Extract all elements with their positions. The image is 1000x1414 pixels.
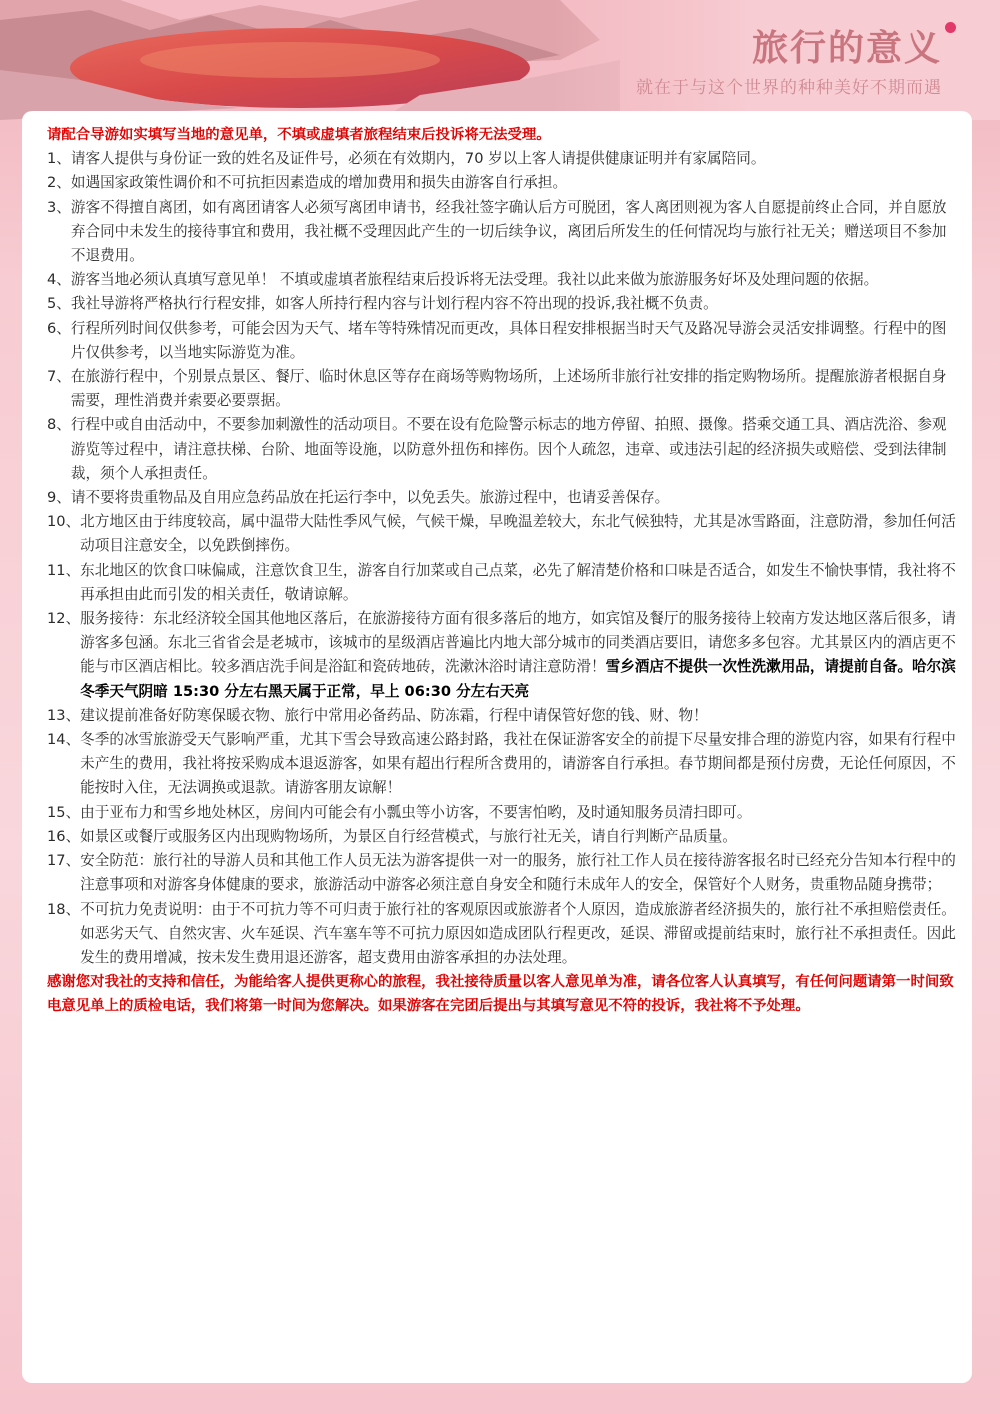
closing-statement: 感谢您对我社的支持和信任，为能给客人提供更称心的旅程，我社接待质量以客人意见单为准，请各位客人认真填写，有任何问题请第一时间致电意见单上的质检电话，我们将第一时间为您解决。如果游客在完团后提出与其填写意见不符的投诉，我社将不予处理。 [47,974,954,1015]
list-item-number: 17、 [47,852,81,870]
list-item-body: 北方地区由于纬度较高，属中温带大陆性季风气候，气候干燥，早晚温差较大，东北气候独特，尤其是冰雪路面，注意防滑，参加任何活动项目注意安全，以免跌倒摔伤。 [80,513,956,555]
list-item-text [80,728,959,801]
list-item [47,486,959,510]
notice-heading: 请配合导游如实填写当地的意见单，不填或虚填者旅程结束后投诉将无法受理。 [47,127,551,143]
list-item [47,728,959,801]
list-item-body: 请客人提供与身份证一致的姓名及证件号，必须在有效期内，70 岁以上客人请提供健康证明并有家属陪同。 [70,150,766,168]
list-item-text [71,413,959,486]
list-item-body: 我社导游将严格执行行程安排，如客人所持行程内容与计划行程内容不符出现的投诉,我社概不负责。 [70,295,718,313]
list-item-body: 游客不得擅自离团，如有离团请客人必须写离团申请书，经我社签字确认后方可脱团，客人离团则视为客人自愿提前终止合同，并自愿放弃合同中未发生的接待事宜和费用，我社概不受理因此产生的一切后续争议，离团后所发生的任何情况均与旅行社无关；赠送项目不参加不退费用。 [70,198,947,265]
list-item [47,268,959,292]
brand-slogan: 就在于与这个世界的种种美好不期而遇 [636,78,942,98]
brand-block [636,20,942,98]
list-item-number: 1、 [47,150,71,168]
list-item-body: 服务接待：东北经济较全国其他地区落后，在旅游接待方面有很多落后的地方，如宾馆及餐厅的服务接待上较南方发达地区落后很多，请游客多包涵。东北三省省会是老城市，该城市的星级酒店普遍比内地大部分城市的同类酒店要旧，请您多多包容。尤其景区内的酒店更不能与市区酒店相比。较多酒店洗手间是浴缸和瓷砖地砖，洗漱沐浴时请注意防滑！ [80,610,956,676]
list-item-body: 如遇国家政策性调价和不可抗拒因素造成的增加费用和损失由游客自行承担。 [70,174,568,192]
list-item-text [80,849,959,897]
list-item-text [80,704,959,728]
list-item-number: 9、 [47,489,71,507]
list-item-text [71,365,959,413]
list-item-body: 不可抗力免责说明：由于不可抗力等不可归责于旅行社的客观原因或旅游者个人原因，造成旅游者经济损失的，旅行社不承担赔偿责任。如恶劣天气、自然灾害、火车延误、汽车塞车等不可抗力原因如造成团队行程更改，延误、滞留或提前结束时，旅行社不承担责任。因此发生的费用增减，按未发生费用退还游客，超支费用由游客承担的办法处理。 [80,900,956,966]
notice-list [47,147,959,970]
list-item-number: 7、 [47,368,71,386]
list-item [47,849,959,897]
list-item [47,825,959,849]
list-item-text [71,486,959,510]
list-item-text [71,317,959,365]
list-item-number: 6、 [47,319,71,337]
list-item-number: 13、 [47,706,81,724]
list-item-body: 行程中或自由活动中，不要参加刺激性的活动项目。不要在设有危险警示标志的地方停留、拍照、摄像。搭乘交通工具、酒店洗浴、参观游览等过程中，请注意扶梯、台阶、地面等设施，以防意外扭伤和摔伤。因个人疏忽，违章、或违法引起的经济损失或赔偿、受到法律制裁，须个人承担责任。 [70,416,947,482]
list-item-text [80,559,959,607]
list-item-body: 冬季的冰雪旅游受天气影响严重，尤其下雪会导致高速公路封路，我社在保证游客安全的前提下尽量安排合理的游览内容，如果有行程中未产生的费用，我社将按采购成本退返游客，如果有超出行程所含费用的，请游客自行承担。春节期间都是预付房费，无论任何原因，不能按时入住，无法调换或退款。请游客朋友谅解！ [80,731,956,797]
list-item-body: 安全防范：旅行社的导游人员和其他工作人员无法为游客提供一对一的服务，旅行社工作人员在接待游客报名时已经充分告知本行程中的注意事项和对游客身体健康的要求，旅游活动中游客必须注意自身安全和随行未成年人的安全，保管好个人财务，贵重物品随身携带； [80,852,956,894]
list-item-text [71,292,959,316]
list-item-body: 由于亚布力和雪乡地处林区，房间内可能会有小瓢虫等小访客，不要害怕哟，及时通知服务员清扫即可。 [80,803,752,821]
list-item [47,559,959,607]
list-item [47,898,959,971]
list-item [47,147,959,171]
list-item-number: 14、 [47,731,81,749]
list-item-number: 16、 [47,827,81,845]
notice-content [47,123,959,1019]
list-item [47,801,959,825]
list-item-body: 请不要将贵重物品及自用应急药品放在托运行李中，以免丢失。旅游过程中，也请妥善保存。 [70,489,670,507]
list-item-number: 4、 [47,271,71,289]
list-item-text [71,147,959,171]
list-item-number: 15、 [47,803,81,821]
list-item-number: 3、 [47,198,71,216]
list-item-body: 在旅游行程中，个别景点景区、餐厅、临时休息区等存在商场等购物场所，上述场所非旅行社安排的指定购物场所。提醒旅游者根据自身需要，理性消费并索要必要票据。 [70,368,947,410]
list-item [47,317,959,365]
list-item-text [80,510,959,558]
list-item-text [80,825,959,849]
list-item-number: 11、 [47,561,81,579]
list-item-text [80,898,959,971]
list-item-number: 12、 [47,610,81,628]
list-item-body: 行程所列时间仅供参考，可能会因为天气、堵车等特殊情况而更改，具体日程安排根据当时天气及路况导游会灵活安排调整。行程中的图片仅供参考，以当地实际游览为准。 [70,319,947,361]
list-item-text [71,171,959,195]
list-item [47,704,959,728]
list-item-body: 游客当地必须认真填写意见单！ 不填或虚填者旅程结束后投诉将无法受理。我社以此来做为旅游服务好坏及处理问题的依据。 [70,271,879,289]
brand-title: 旅行的意义 [751,28,942,69]
list-item-number: 10、 [47,513,81,531]
list-item-number: 18、 [47,900,81,918]
list-item-number: 8、 [47,416,71,434]
list-item-body: 建议提前准备好防寒保暖衣物、旅行中常用必备药品、防冻霜，行程中请保管好您的钱、财、物！ [80,706,708,724]
list-item-text [71,196,959,269]
list-item [47,196,959,269]
list-item-body: 东北地区的饮食口味偏咸，注意饮食卫生，游客自行加菜或自己点菜，必先了解清楚价格和口味是否适合，如发生不愉快事情，我社将不再承担由此而引发的相关责任，敬请谅解。 [80,561,956,603]
list-item [47,607,959,704]
list-item [47,365,959,413]
list-item-text [80,801,959,825]
brand-dot-icon [945,22,956,33]
list-item-number: 2、 [47,174,71,192]
list-item [47,292,959,316]
list-item-bold-note: 雪乡酒店不提供一次性洗漱用品，请提前自备。哈尔滨冬季天气阴暗 15:30 分左右黑天属于正常，早上 06:30 分左右天亮 [80,658,956,700]
list-item [47,510,959,558]
list-item [47,413,959,486]
list-item-body: 如景区或餐厅或服务区内出现购物场所，为景区自行经营模式，与旅行社无关，请自行判断产品质量。 [80,827,737,845]
list-item [47,171,959,195]
notice-card [22,111,972,1383]
list-item-number: 5、 [47,295,71,313]
list-item-text [80,607,959,704]
list-item-text [71,268,959,292]
